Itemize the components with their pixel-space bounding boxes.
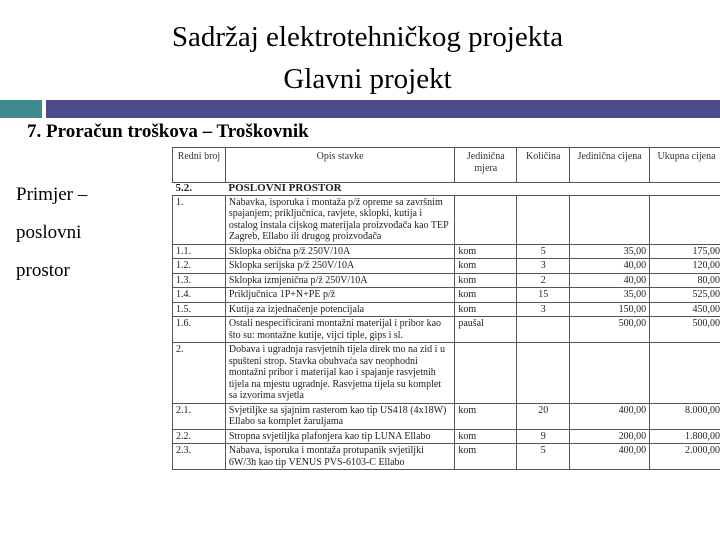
row-description: Kutija za izjednačenje potencijala [225, 302, 454, 317]
row-number: 2.3. [173, 444, 226, 470]
row-description: Nabava, isporuka i montaža protupanik svjetiljki 6W/3h kao tip VENUS PVS-6103-C Ellabo [225, 444, 454, 470]
row-quantity: 3 [517, 259, 570, 274]
row-unit-price [570, 343, 650, 404]
row-number: 1.6. [173, 317, 226, 343]
decorative-teal-bar [0, 100, 42, 118]
table-row [173, 259, 720, 274]
section-number: 5.2. [173, 183, 226, 196]
table-header-row [173, 148, 720, 183]
header-kolicina: Količina [517, 148, 570, 183]
row-total-price: 80,00 [650, 273, 720, 288]
row-unit-price: 200,00 [570, 429, 650, 444]
row-total-price: 175,00 [650, 244, 720, 259]
row-unit: kom [455, 403, 517, 429]
side-text-line: Primjer – [16, 184, 88, 205]
row-description: Nabavka, isporuka i montaža p/ž opreme sa završnim spajanjem; priključnica, ravjete, sklopki, kutija i ostalog instala cijskog materijala proizvođača kao TEP Zagreb, Ellabo ili drugog proizvođača [225, 195, 454, 244]
row-number: 2.2. [173, 429, 226, 444]
side-text-line: poslovni [16, 222, 82, 243]
row-total-price: 120,00 [650, 259, 720, 274]
slide-subtitle: 7. Proračun troškova – Troškovnik [27, 121, 309, 142]
row-quantity: 2 [517, 273, 570, 288]
row-quantity: 5 [517, 444, 570, 470]
row-description: Stropna svjetiljka plafonjera kao tip LUNA Ellabo [225, 429, 454, 444]
header-opis-stavke: Opis stavke [225, 148, 454, 183]
side-text-line: prostor [16, 260, 70, 281]
slide-title-line2: Glavni projekt [283, 63, 452, 95]
row-unit-price: 40,00 [570, 273, 650, 288]
row-unit: kom [455, 288, 517, 303]
row-description: Sklopka izmjenična p/ž 250V/10A [225, 273, 454, 288]
table-row [173, 244, 720, 259]
table-row [173, 195, 720, 244]
row-number: 1. [173, 195, 226, 244]
row-unit-price: 500,00 [570, 317, 650, 343]
row-number: 2. [173, 343, 226, 404]
row-number: 1.2. [173, 259, 226, 274]
row-total-price [650, 195, 720, 244]
row-description: Ostali nespecificirani montažni materijal i pribor kao što su: montažne kutije, vijci tiple, gips i sl. [225, 317, 454, 343]
row-unit-price: 35,00 [570, 288, 650, 303]
row-unit-price: 40,00 [570, 259, 650, 274]
row-unit: kom [455, 244, 517, 259]
row-total-price: 450,00 [650, 302, 720, 317]
slide-title-line1: Sadržaj elektrotehničkog projekta [171, 21, 564, 53]
decorative-navy-bar [46, 100, 720, 118]
row-unit: kom [455, 273, 517, 288]
header-ukupna-cijena: Ukupna cijena [650, 148, 720, 183]
row-unit: kom [455, 302, 517, 317]
header-redni-broj: Redni broj [173, 148, 226, 183]
row-description: Svjetiljke sa sjajnim rasterom kao tip US418 (4x18W) Ellabo sa komplet žaruljama [225, 403, 454, 429]
row-number: 2.1. [173, 403, 226, 429]
row-description: Sklopka serijska p/ž 250V/10A [225, 259, 454, 274]
table-row [173, 302, 720, 317]
row-quantity: 3 [517, 302, 570, 317]
row-unit: kom [455, 444, 517, 470]
row-total-price: 1.800,00 [650, 429, 720, 444]
table-row [173, 317, 720, 343]
row-total-price [650, 343, 720, 404]
row-unit-price: 35,00 [570, 244, 650, 259]
row-quantity: 20 [517, 403, 570, 429]
row-description: Sklopka obična p/ž 250V/10A [225, 244, 454, 259]
section-row [173, 183, 720, 196]
row-unit [455, 343, 517, 404]
header-jedinicna-mjera: Jedinična mjera [455, 148, 517, 183]
side-text [16, 176, 87, 290]
row-unit [455, 195, 517, 244]
row-unit-price: 400,00 [570, 403, 650, 429]
row-unit: kom [455, 429, 517, 444]
table-row [173, 403, 720, 429]
table-row [173, 429, 720, 444]
row-description: Priključnica 1P+N+PE p/ž [225, 288, 454, 303]
row-total-price: 8.000,00 [650, 403, 720, 429]
row-total-price: 2.000,00 [650, 444, 720, 470]
row-number: 1.5. [173, 302, 226, 317]
row-quantity [517, 195, 570, 244]
table-row [173, 288, 720, 303]
row-quantity: 5 [517, 244, 570, 259]
row-total-price: 525,00 [650, 288, 720, 303]
row-description: Dobava i ugradnja rasvjetnih tijela direk tno na zid i u spušteni strop. Stavka obuhvaća sav neophodni montažni pribor i materijal kao i spajanje rasvjetnih tijela na mjestu ugradnje. Rasvjetna tijela su komplet sa izvorima svjetla [225, 343, 454, 404]
row-total-price: 500,00 [650, 317, 720, 343]
row-quantity [517, 317, 570, 343]
table-row [173, 343, 720, 404]
row-number: 1.3. [173, 273, 226, 288]
row-unit-price: 400,00 [570, 444, 650, 470]
table-row [173, 444, 720, 470]
row-number: 1.1. [173, 244, 226, 259]
cost-table [172, 147, 720, 470]
row-quantity [517, 343, 570, 404]
row-unit-price: 150,00 [570, 302, 650, 317]
row-number: 1.4. [173, 288, 226, 303]
header-jedinicna-cijena: Jedinična cijena [570, 148, 650, 183]
row-quantity: 15 [517, 288, 570, 303]
row-unit: paušal [455, 317, 517, 343]
table-row [173, 273, 720, 288]
row-unit-price [570, 195, 650, 244]
section-label: POSLOVNI PROSTOR [225, 183, 720, 196]
row-quantity: 9 [517, 429, 570, 444]
row-unit: kom [455, 259, 517, 274]
